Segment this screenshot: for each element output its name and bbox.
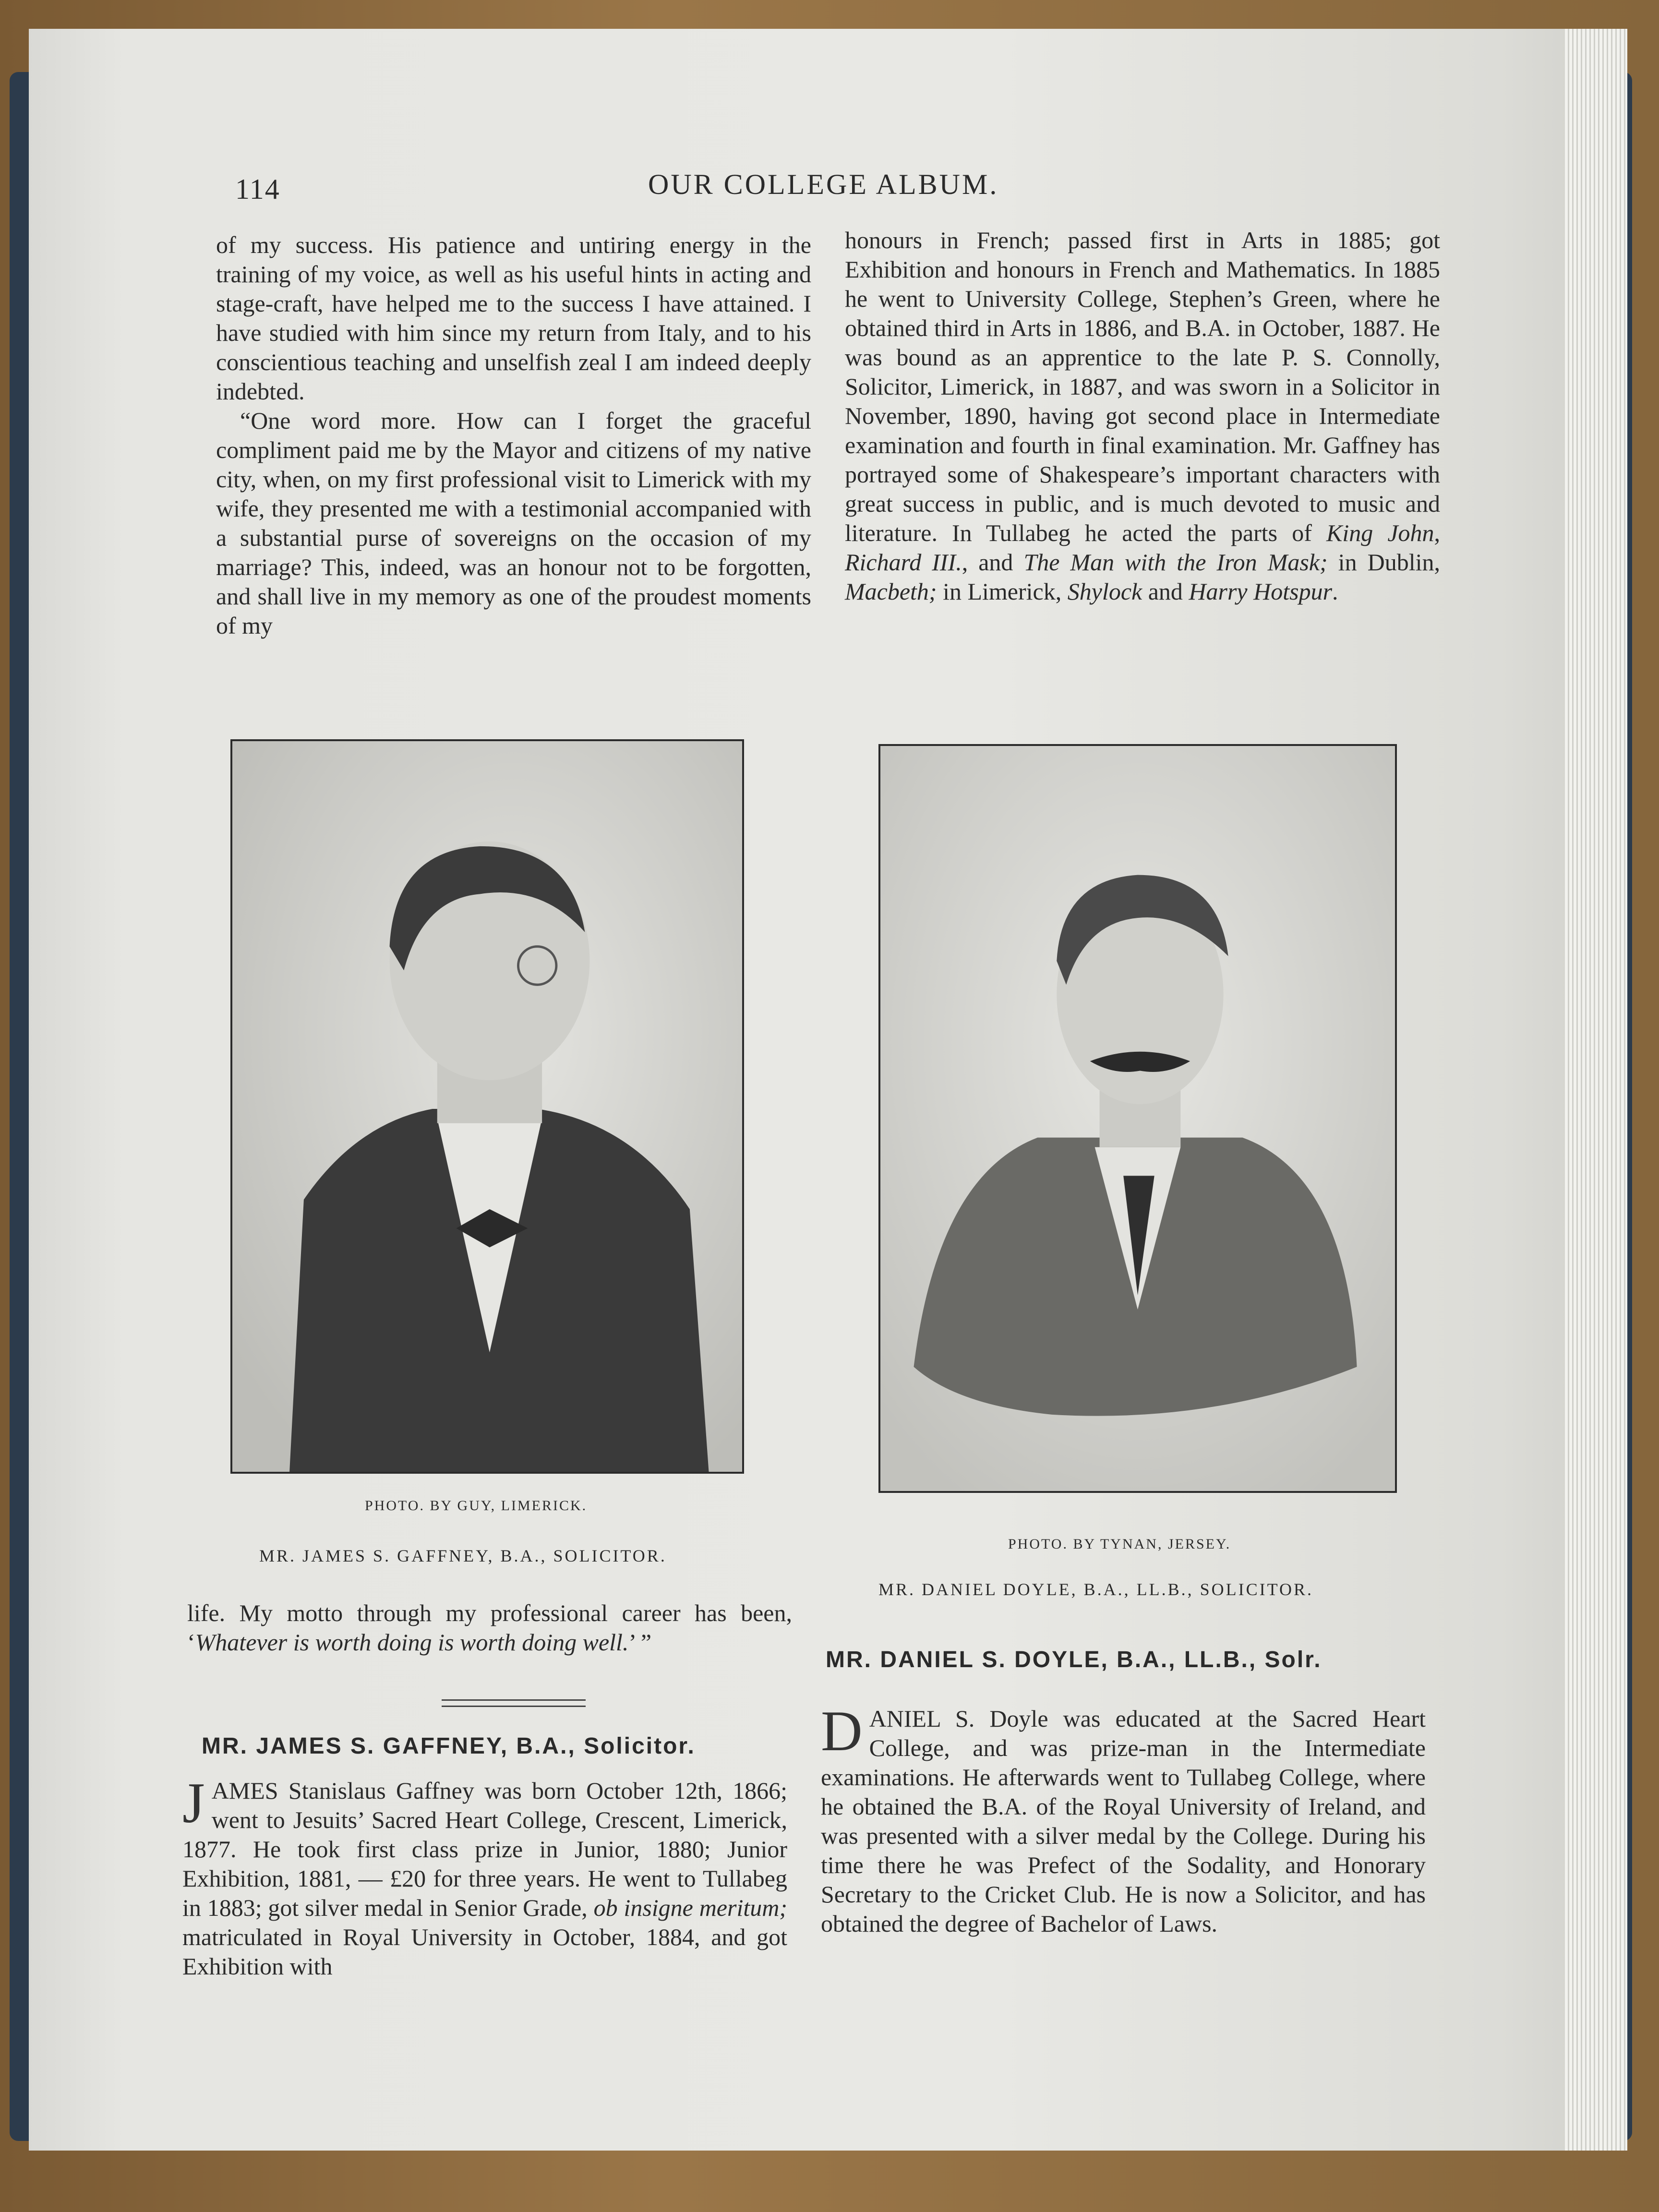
section-heading-doyle: MR. DANIEL S. DOYLE, B.A., LL.B., Solr. (826, 1647, 1322, 1672)
text: ANIEL S. Doyle was educated at the Sacred Heart College, and was prize-man in the Intermediate examinations. He afterwards went to Tullabeg College, where he obtained the B.A. of the Royal University of Ireland, and was presented with a silver medal by the College. During his time there he was Prefect of the Sodality, and Honorary Secretary to the Cricket Club. He is now a Solicitor, and has obtained the degree of Bachelor of Laws. (821, 1705, 1426, 1937)
role: Macbeth; (845, 578, 937, 605)
motto: Whatever is worth doing is worth doing well. (195, 1629, 629, 1656)
closing-paragraph (187, 1599, 792, 1657)
text: in Limerick, (937, 578, 1068, 605)
photo-caption: MR. DANIEL DOYLE, B.A., LL.B., SOLICITOR. (878, 1580, 1313, 1599)
text: , and (962, 549, 1024, 576)
role: King John (1326, 519, 1434, 546)
latin-phrase: ob insigne meritum; (593, 1894, 787, 1921)
paragraph (182, 1771, 787, 1981)
top-left-column (216, 230, 811, 640)
book-page (29, 29, 1627, 2151)
gaffney-biography (182, 1771, 787, 1981)
role: The Man with the Iron Mask; (1023, 549, 1328, 576)
text: ’ ” (628, 1629, 652, 1656)
text: , (1434, 519, 1441, 546)
paragraph: of my success. His patience and untiring energy in the training of my voice, as well as his useful hints in acting and stage-craft, have helped me to the success I have attained. I have studied with him since my return from Italy, and to his conscientious teaching and unselfish zeal I am indeed deeply indebted. (216, 231, 811, 405)
running-title: OUR COLLEGE ALBUM. (648, 168, 999, 200)
drop-cap: D (821, 1699, 863, 1763)
drop-cap: J (182, 1771, 205, 1835)
paragraph: “One word more. How can I forget the graceful compliment paid me by the Mayor and citizens of my native city, when, on my first professional visit to Limerick with my wife, they presented me with a testimonial accompanied with a substantial purse of sovereigns on the occasion of my marriage? This, indeed, was an honour not to be forgotten, and shall live in my memory as one of the proudest moments of my (216, 407, 811, 639)
top-right-column (845, 226, 1440, 606)
text: in Dublin, (1327, 549, 1440, 576)
section-heading-gaffney: MR. JAMES S. GAFFNEY, B.A., Solicitor. (202, 1733, 696, 1759)
doyle-biography (821, 1699, 1426, 1938)
portrait-illustration (880, 746, 1395, 1491)
text: . (1332, 578, 1338, 605)
photo-credit: PHOTO. BY TYNAN, JERSEY. (1008, 1536, 1231, 1552)
portrait-photo-gaffney (230, 739, 744, 1474)
text: AMES Stanislaus Gaffney was born October 12th, 1866; went to Jesuits’ Sacred Heart College, Crescent, Limerick, 1877. He took first class prize in Junior, 1880; Junior Exhibition, 1881, — £20 for three years. He went to Tullabeg in 1883; got silver medal in Senior Grade, (182, 1777, 787, 1921)
role: Harry Hotspur (1189, 578, 1333, 605)
page-number: 114 (235, 173, 280, 205)
role: Richard III. (845, 549, 962, 576)
section-divider (442, 1699, 586, 1707)
portrait-illustration (232, 741, 742, 1472)
portrait-photo-doyle (878, 744, 1397, 1493)
text: matriculated in Royal University in October, 1884, and got Exhibition with (182, 1923, 787, 1980)
photo-caption: MR. JAMES S. GAFFNEY, B.A., SOLICITOR. (259, 1546, 667, 1565)
text: honours in French; passed first in Arts in 1885; got Exhibition and honours in French and Mathematics. In 1885 he went to University College, Stephen’s Green, where he obtained third in Arts in 1886, and B.A. in October, 1887. He was bound as an apprentice to the late P. S. Connolly, Solicitor, Limerick, in 1887, and was sworn in a Solicitor in November, 1890, having got second place in Intermediate examination and fourth in final examination. Mr. Gaffney has portrayed some of Shakespeare’s important characters with great success in public, and is much devoted to music and literature. In Tullabeg he acted the parts of (845, 227, 1440, 546)
text: life. My motto through my professional career has been, ‘ (187, 1599, 792, 1656)
role: Shylock (1067, 578, 1142, 605)
paragraph (845, 226, 1440, 606)
paragraph (187, 1599, 792, 1657)
page-edges (1565, 29, 1627, 2151)
text: and (1142, 578, 1189, 605)
photo-credit: PHOTO. BY GUY, LIMERICK. (365, 1498, 588, 1514)
paragraph (821, 1699, 1426, 1938)
